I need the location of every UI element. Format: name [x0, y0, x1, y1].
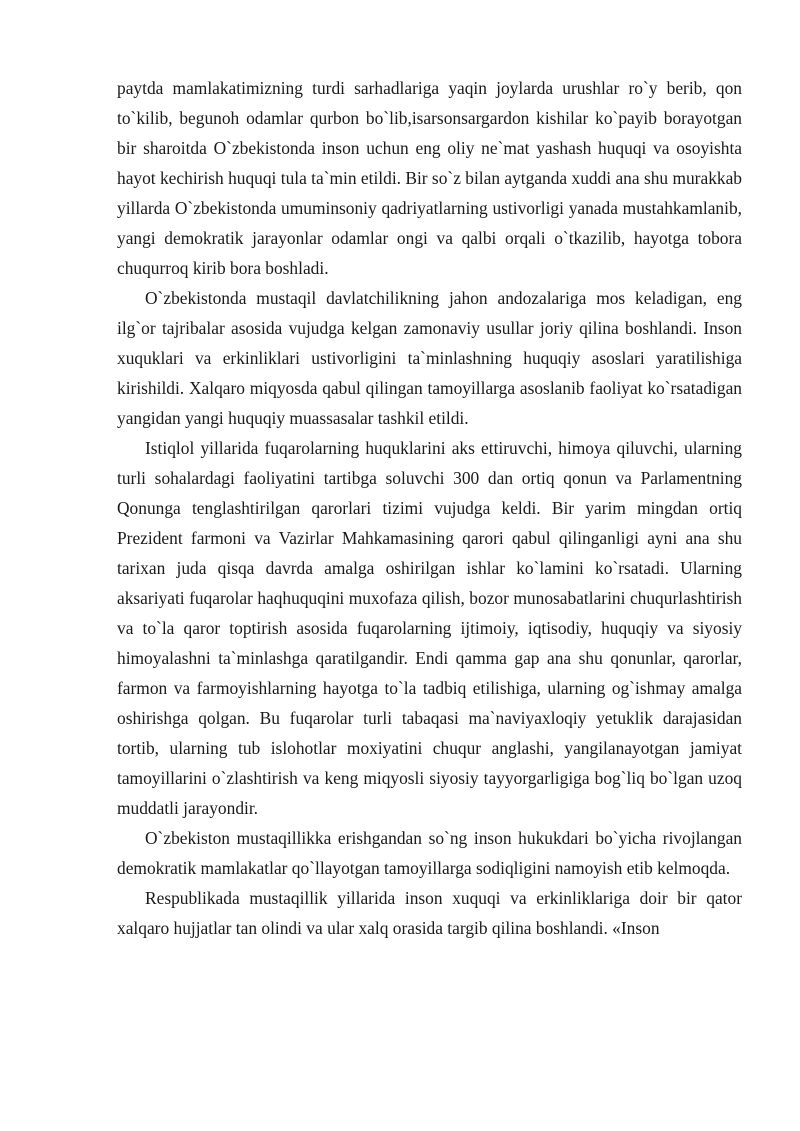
paragraph-continuation: paytda mamlakatimizning turdi sarhadlariga yaqin joylarda urushlar ro`y berib, qon to`kilib, begunoh odamlar qurbon bo`lib,isarsonsargardon kishilar ko`payib borayotgan bir sharoitda O`zbekistonda inson uchun eng oliy ne`mat yashash huquqi va osoyishta hayot kechirish huquqi tula ta`min etildi. Bir so`z bilan aytganda xuddi ana shu murakkab yillarda O`zbekistonda umuminsoniy qadriyatlarning ustivorligi yanada mustahkamlanib, yangi demokratik jarayonlar odamlar ongi va qalbi orqali o`tkazilib, hayotga tobora chuqurroq kirib bora boshladi.	[117, 78, 742, 278]
paragraph: Istiqlol yillarida fuqarolarning huquklarini aks ettiruvchi, himoya qiluvchi, ularning turli sohalardagi faoliyatini tartibga soluvchi 300 dan ortiq qonun va Parlamentning Qonunga tenglashtirilgan qarorlari tizimi vujudga keldi. Bir yarim mingdan ortiq Prezident farmoni va Vazirlar Mahkamasining qarori qabul qilinganligi ayni ana shu tarixan juda qisqa davrda amalga oshirilgan ishlar ko`lamini ko`rsatadi. Ularning aksariyati fuqarolar haqhuquqini muxofaza qilish, bozor munosabatlarini chuqurlashtirish va to`la qaror toptirish asosida fuqarolarning ijtimoiy, iqtisodiy, huquqiy va siyosiy himoyalashni ta`minlashga qaratilgandir. Endi qamma gap ana shu qonunlar, qarorlar, farmon va farmoyishlarning hayotga to`la tadbiq etilishiga, ularning og`ishmay amalga oshirishga qolgan. Bu fuqarolar turli tabaqasi ma`naviyaxloqiy yetuklik darajasidan tortib, ularning tub islohotlar moxiyatini chuqur anglashi, yangilanayotgan jamiyat tamoyillarini o`zlashtirish va keng miqyosli siyosiy tayyorgarligiga bog`liq bo`lgan uzoq muddatli jarayondir.	[117, 438, 742, 818]
body-text	[117, 73, 742, 943]
paragraph: O`zbekiston mustaqillikka erishgandan so`ng inson hukukdari bo`yicha rivojlangan demokratik mamlakatlar qo`llayotgan tamoyillarga sodiqligini namoyish etib kelmoqda.	[117, 828, 742, 878]
paragraph: Respublikada mustaqillik yillarida inson xuquqi va erkinliklariga doir bir qator xalqaro hujjatlar tan olindi va ular xalq orasida targib qilina boshlandi. «Inson	[117, 888, 742, 938]
paragraph: O`zbekistonda mustaqil davlatchilikning jahon andozalariga mos keladigan, eng ilg`or tajribalar asosida vujudga kelgan zamonaviy usullar joriy qilina boshlandi. Inson xuquklari va erkinliklari ustivorligini ta`minlashning huquqiy asoslari yaratilishiga kirishildi. Xalqaro miqyosda qabul qilingan tamoyillarga asoslanib faoliyat ko`rsatadigan yangidan yangi huquqiy muassasalar tashkil etildi.	[117, 288, 742, 428]
